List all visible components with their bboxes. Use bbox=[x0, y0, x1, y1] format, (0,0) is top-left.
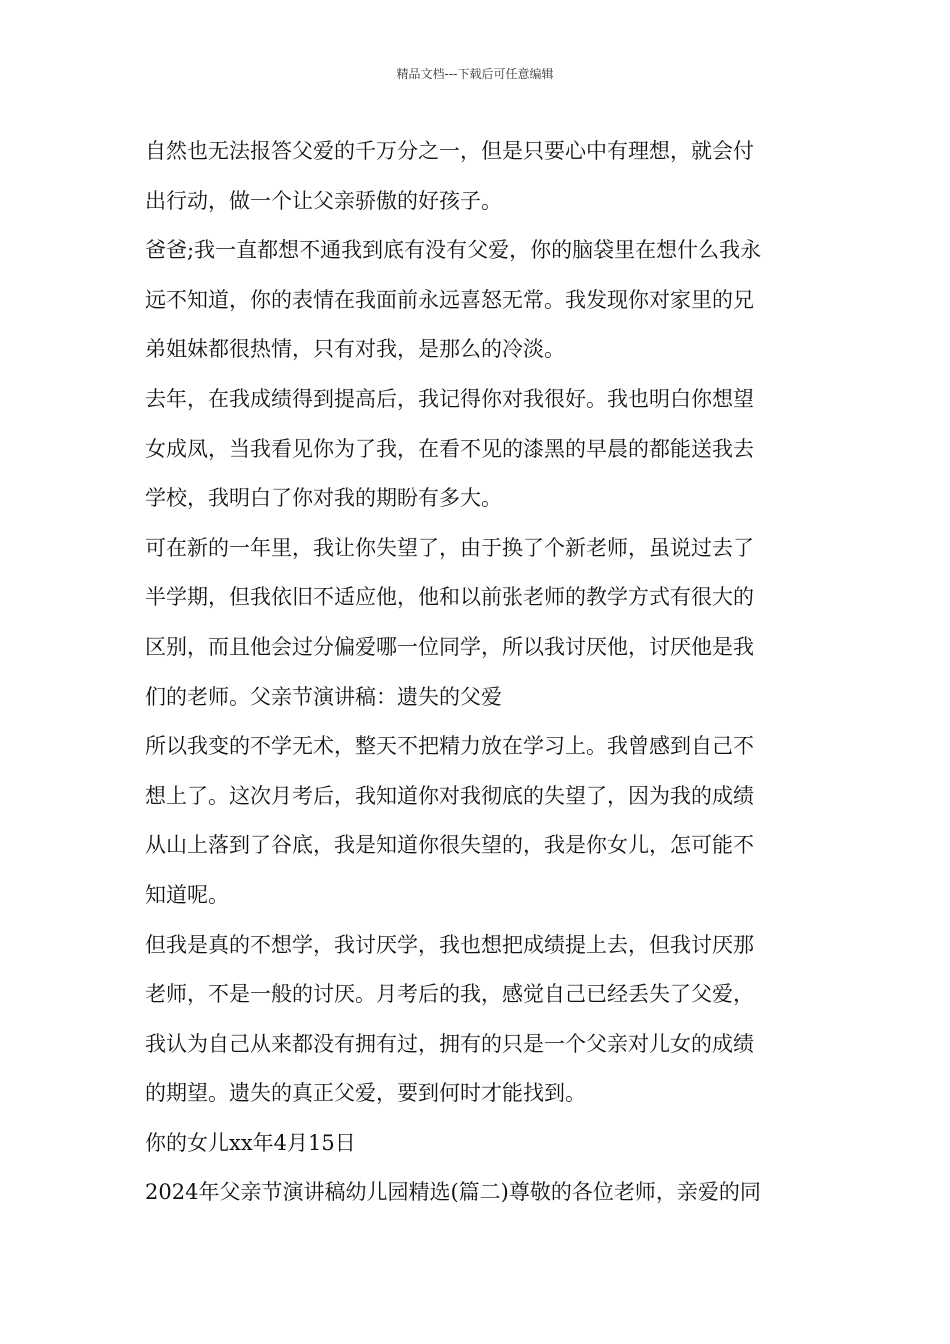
text-line: 我认为自己从来都没有拥有过，拥有的只是一个父亲对儿女的成绩 bbox=[145, 1031, 754, 1056]
text-line: 出行动，做一个让父亲骄傲的好孩子。 bbox=[145, 188, 502, 213]
text-line: 学校，我明白了你对我的期盼有多大。 bbox=[145, 486, 502, 511]
text-line: 可在新的一年里，我让你失望了，由于换了个新老师，虽说过去了 bbox=[145, 535, 754, 560]
text-line: 爸爸;我一直都想不通我到底有没有父爱，你的脑袋里在想什么我永 bbox=[145, 238, 762, 263]
page-header: 精品文档---下载后可任意编辑 bbox=[396, 67, 554, 81]
text-line: 但我是真的不想学，我讨厌学，我也想把成绩提上去，但我讨厌那 bbox=[145, 932, 754, 957]
text-line: 区别，而且他会过分偏爱哪一位同学，所以我讨厌他，讨厌他是我 bbox=[145, 634, 754, 659]
text-line: 想上了。这次月考后，我知道你对我彻底的失望了，因为我的成绩 bbox=[145, 783, 754, 808]
text-line: 的期望。遗失的真正父爱，要到何时才能找到。 bbox=[145, 1081, 586, 1106]
text-line: 所以我变的不学无术，整天不把精力放在学习上。我曾感到自己不 bbox=[145, 734, 754, 759]
text-line: 们的老师。父亲节演讲稿：遗失的父爱 bbox=[145, 684, 502, 709]
text-line: 女成凤，当我看见你为了我，在看不见的漆黑的早晨的都能送我去 bbox=[145, 436, 754, 461]
document-body bbox=[145, 127, 815, 1218]
text-line: 远不知道，你的表情在我面前永远喜怒无常。我发现你对家里的兄 bbox=[145, 287, 754, 312]
text-line: 去年，在我成绩得到提高后，我记得你对我很好。我也明白你想望 bbox=[145, 386, 754, 411]
text-line: 知道呢。 bbox=[145, 882, 229, 907]
text-line: 2024年父亲节演讲稿幼儿园精选(篇二)尊敬的各位老师，亲爱的同 bbox=[145, 1180, 761, 1205]
signature-line: 你的女儿xx年4月15日 bbox=[145, 1130, 356, 1155]
text-line: 自然也无法报答父爱的千万分之一，但是只要心中有理想，就会付 bbox=[145, 139, 754, 163]
text-line: 弟姐妹都很热情，只有对我，是那么的冷淡。 bbox=[145, 337, 565, 362]
text-line: 半学期，但我依旧不适应他，他和以前张老师的教学方式有很大的 bbox=[145, 585, 754, 610]
text-line: 从山上落到了谷底，我是知道你很失望的，我是你女儿，怎可能不 bbox=[145, 833, 754, 858]
text-line: 老师，不是一般的讨厌。月考后的我，感觉自己已经丢失了父爱， bbox=[145, 982, 754, 1007]
